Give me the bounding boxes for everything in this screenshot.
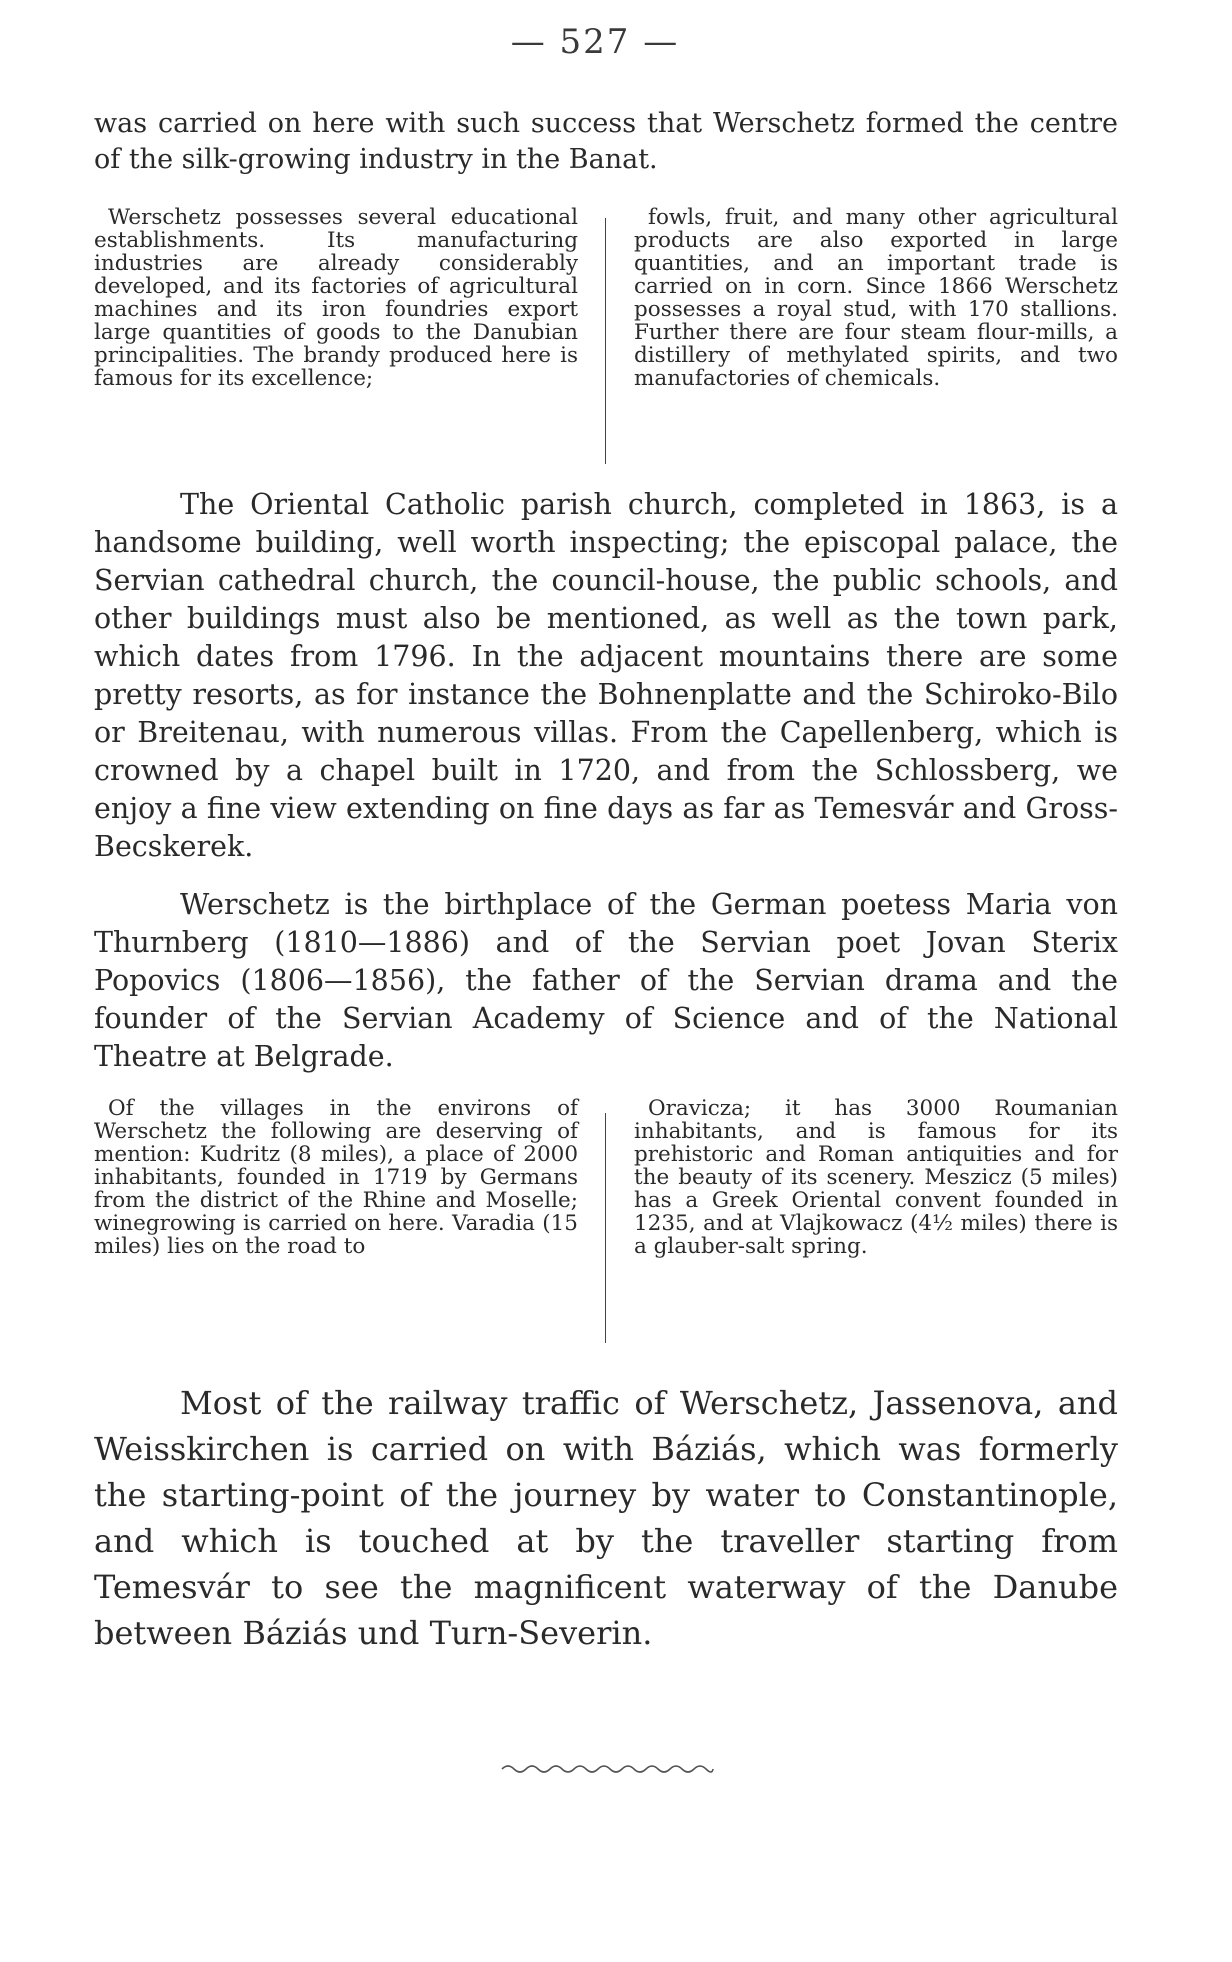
paragraph-birthplace: Werschetz is the birthplace of the German poetess Maria von Thurnberg (1810—1886) and of the Servian poet Jovan Sterix Popovics (1806—1856), the father of the Servian drama and the founder of the Servian Academy of Science and of the National Theatre at Belgrade.	[94, 888, 1118, 1073]
page-number: — 527 —	[510, 22, 680, 62]
two-column-section-2	[94, 1097, 1118, 1347]
final-paragraph: Most of the railway traffic of Werschetz, Jassenova, and Weisskirchen is carried on with Báziás, which was formerly the starting-point of the journey by water to Constantinople, and which is touched at by the traveller starting from Temesvár to see the magnificent waterway of the Danube between Báziás und Turn-Severin.	[94, 1384, 1118, 1652]
wavy-line-ornament-icon	[500, 1762, 715, 1776]
column-divider-2	[605, 1113, 606, 1343]
column-left-2: Of the villages in the environs of Werschetz the following are deserving of mention: Kudritz (8 miles), a place of 2000 inhabitants, founded in 1719 by Germans from the district of the Rhine and Moselle; winegrowing is carried on here. Varadia (15 miles) lies on the road to	[94, 1096, 578, 1259]
two-column-section-1	[94, 206, 1118, 468]
intro-paragraph: was carried on here with such success that Werschetz formed the centre of the silk-growing industry in the Banat.	[94, 108, 1118, 175]
column-divider-1	[605, 218, 606, 464]
paragraph-church: The Oriental Catholic parish church, completed in 1863, is a handsome building, well worth inspecting; the episcopal palace, the Servian cathedral church, the council-house, the public schools, and other buildings must also be mentioned, as well as the town park, which dates from 1796. In the adjacent mountains there are some pretty resorts, as for instance the Bohnenplatte and the Schiroko-Bilo or Breitenau, with numerous villas. From the Capellenberg, which is crowned by a chapel built in 1720, and from the Schlossberg, we enjoy a fine view extending on fine days as far as Temesvár and Gross-Becskerek.	[94, 488, 1118, 863]
column-left-1: Werschetz possesses several educational establishments. Its manufacturing industries are already considerably developed, and its factories of agricultural machines and its iron foundries export large quantities of goods to the Danubian principalities. The brandy produced here is famous for its excellence;	[94, 205, 578, 391]
column-right-2: Oravicza; it has 3000 Roumanian inhabitants, and is famous for its prehistoric and Roman antiquities and for the beauty of its scenery. Meszicz (5 miles) has a Greek Oriental convent founded in 1235, and at Vlajkowacz (4½ miles) there is a glauber-salt spring.	[634, 1096, 1118, 1259]
column-right-1: fowls, fruit, and many other agricultural products are also exported in large quantities, and an important trade is carried on in corn. Since 1866 Werschetz possesses a royal stud, with 170 stallions. Further there are four steam flour-mills, a distillery of methylated spirits, and two manufactories of chemicals.	[634, 205, 1118, 391]
